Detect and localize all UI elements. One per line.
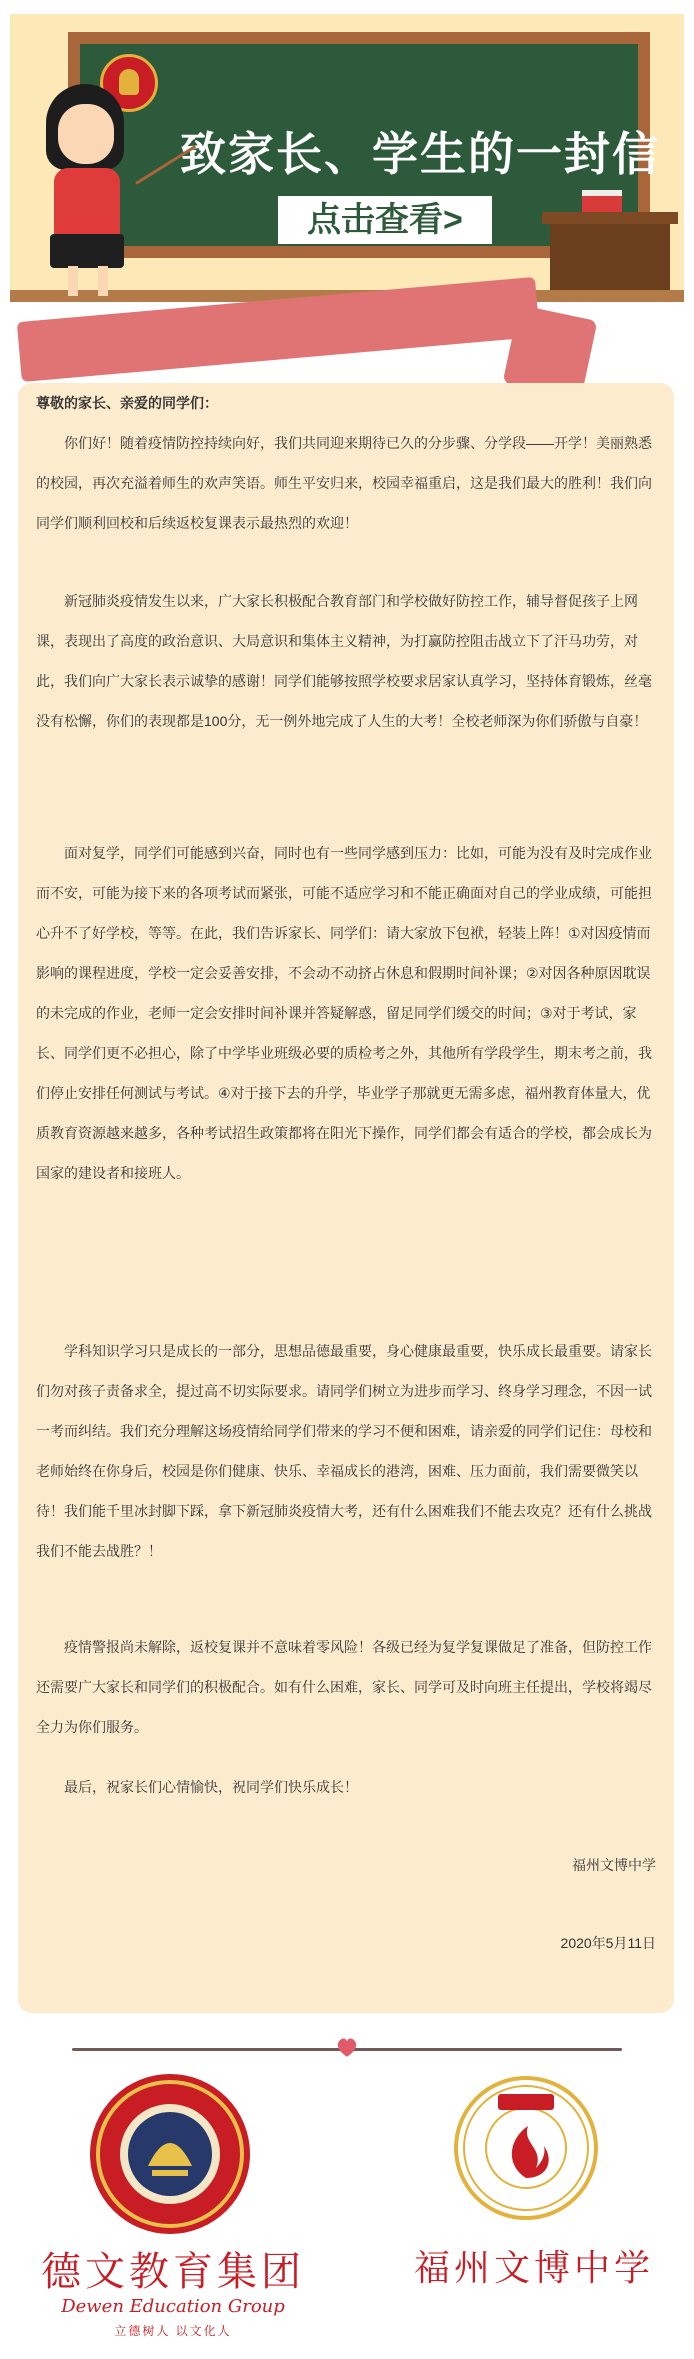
teacher-illustration: [28, 84, 148, 302]
heart-divider: [72, 2030, 622, 2070]
letter-greeting: 尊敬的家长、亲爱的同学们：: [36, 395, 218, 411]
header-banner[interactable]: [10, 14, 684, 302]
letter-paragraph: 面对复学，同学们可能感到兴奋，同时也有一些同学感到压力：比如，可能为没有及时完成作业而不安，可能为接下来的各项考试而紧张，可能不适应学习和不能正确面对自己的学业成绩，可能担心升不了好学校，等等。在此，我们告诉家长、同学们：请大家放下包袱，轻装上阵！①对因疫情而影响的课程进度，学校一定会妥善安排，不会动不动挤占休息和假期时间补课；②对因各种原因耽误的未完成的作业，老师一定会安排时间补课并答疑解惑，留足同学们缓交的时间；③对于考试，家长、同学们更不必担心，除了中学毕业班级必要的质检考之外，其他所有学段学生，期末考之前，我们停止安排任何测试与考试。④对于接下去的升学，毕业学子那就更无需多虑，福州教育体量大，优质教育资源越来越多，各种考试招生政策都将在阳光下操作，同学们都会有适合的学校，都会成长为国家的建设者和接班人。: [36, 845, 652, 1181]
dewen-group-motto: 立德树人 以文化人: [114, 2324, 232, 2338]
books-icon: [582, 190, 622, 214]
wenbo-school-seal-icon: [452, 2074, 600, 2222]
heart-icon: [334, 2034, 360, 2060]
wenbo-school-brand: 福州文博中学: [413, 2248, 654, 2289]
letter-paragraph: 新冠肺炎疫情发生以来，广大家长积极配合教育部门和学校做好防控工作，辅导督促孩子上网课，表现出了高度的政治意识、大局意识和集体主义精神，为打赢防控阻击战立下了汗马功劳，对此，我们向广大家长表示诚挚的感谢！同学们能够按照学校要求居家认真学习，坚持体育锻炼，丝毫没有松懈，你们的表现都是100分，无一例外地完成了人生的大考！全校老师深为你们骄傲与自豪！: [36, 593, 652, 729]
letter-paragraph: 你们好！随着疫情防控持续向好，我们共同迎来期待已久的分步骤、分学段——开学！美丽熟悉的校园，再次充溢着师生的欢声笑语。师生平安归来，校园幸福重启，这是我们最大的胜利！我们向同学们顺利回校和后续返校复课表示最热烈的欢迎！: [36, 435, 652, 531]
desk-illustration: [550, 220, 670, 290]
letter-paragraph: 学科知识学习只是成长的一部分，思想品德最重要，身心健康最重要，快乐成长最重要。请家长们勿对孩子责备求全，提过高不切实际要求。请同学们树立为进步而学习、终身学习理念，不因一试一考而纠结。我们充分理解这场疫情给同学们带来的学习不便和困难，请亲爱的同学们记住：母校和老师始终在你身后，校园是你们健康、快乐、幸福成长的港湾，困难、压力面前，我们需要微笑以待！我们能千里冰封脚下踩，拿下新冠肺炎疫情大考，还有什么困难我们不能去攻克？还有什么挑战我们不能去战胜？！: [36, 1343, 652, 1559]
dewen-group-seal-icon: [86, 2070, 254, 2238]
dewen-group-brand-english: Dewen Education Group: [61, 2296, 285, 2317]
banner-title: 致家长、学生的一封信: [180, 128, 660, 180]
dewen-group-brand: 德文教育集团: [41, 2249, 305, 2295]
view-letter-button[interactable]: 点击查看>: [278, 196, 492, 244]
signature-date: 2020年5月11日: [560, 1935, 656, 1951]
letter-card: [18, 383, 674, 2013]
letter-paragraph: 疫情警报尚未解除，返校复课并不意味着零风险！各级已经为复学复课做足了准备，但防控工作还需要广大家长和同学们的积极配合。如有什么困难，家长、同学可及时向班主任提出，学校将竭尽全力为你们服务。: [36, 1639, 652, 1735]
signature-school: 福州文博中学: [572, 1857, 656, 1873]
letter-closing: 最后，祝家长们心情愉快，祝同学们快乐成长！: [64, 1779, 358, 1795]
